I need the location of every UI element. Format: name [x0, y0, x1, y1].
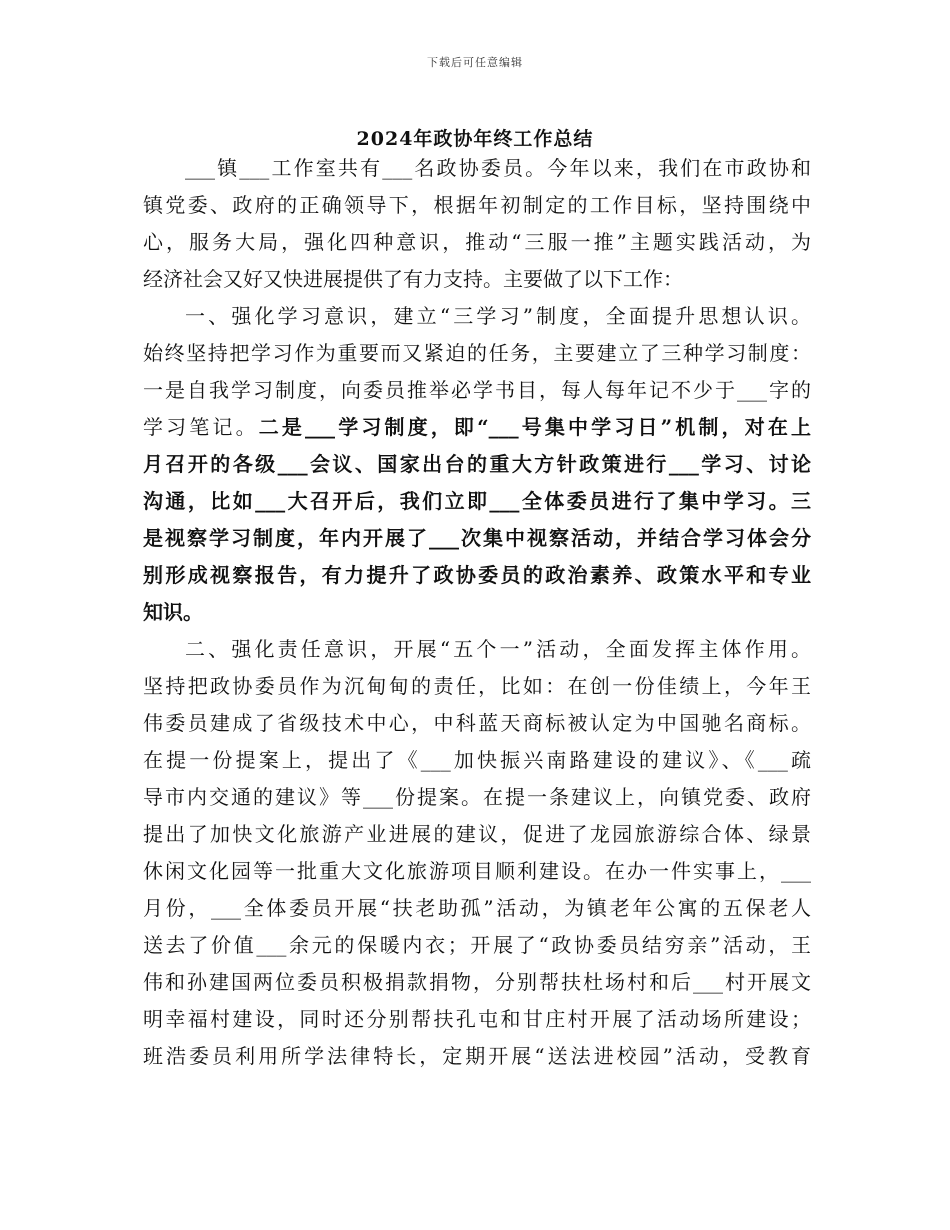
body-text-line: 送去了价值___余元的保暖内衣；开展了“政协委员结穷亲”活动，王 — [143, 933, 811, 957]
page-header-note: 下载后可任意编辑 — [427, 56, 523, 69]
body-text-line: 是视察学习制度，年内开展了___次集中视察活动，并结合学习体会分 — [143, 526, 811, 550]
body-text-line: 在提一份提案上，提出了《___加快振兴南路建设的建议》、《___疏 — [143, 748, 811, 772]
body-text-line: 月份，___全体委员开展“扶老助孤”活动，为镇老年公寓的五保老人 — [143, 896, 811, 920]
document-body — [143, 150, 811, 1075]
document-title: 2024年政协年终工作总结 — [356, 128, 594, 150]
body-text-line: 别形成视察报告，有力提升了政协委员的政治素养、政策水平和专业 — [143, 563, 811, 587]
body-text-line: 伟委员建成了省级技术中心，中科蓝天商标被认定为中国驰名商标。 — [143, 711, 811, 735]
body-text-line: ___镇___工作室共有___名政协委员。今年以来，我们在市政协和 — [185, 156, 811, 180]
body-text-line: 班浩委员利用所学法律特长，定期开展“送法进校园”活动，受教育 — [143, 1044, 811, 1068]
body-text-line: 导市内交通的建议》等___份提案。在提一条建议上，向镇党委、政府 — [143, 785, 811, 809]
body-text-line: 知识。 — [143, 600, 203, 624]
body-text-line: 学习笔记。二是___学习制度，即“___号集中学习日”机制，对在上 — [143, 415, 812, 439]
body-text-line: 一是自我学习制度，向委员推举必学书目，每人每年记不少于___字的 — [143, 378, 811, 402]
body-text-line: 提出了加快文化旅游产业进展的建议，促进了龙园旅游综合体、绿景 — [143, 822, 811, 846]
body-text-line: 伟和孙建国两位委员积极捐款捐物，分别帮扶杜场村和后___村开展文 — [143, 970, 811, 994]
body-text-line: 始终坚持把学习作为重要而又紧迫的任务，主要建立了三种学习制度： — [143, 341, 811, 365]
body-text-line: 心，服务大局，强化四种意识，推动“三服一推”主题实践活动，为 — [143, 230, 811, 254]
body-text-line: 二、强化责任意识，开展“五个一”活动，全面发挥主体作用。 — [185, 637, 811, 661]
body-text-line: 坚持把政协委员作为沉甸甸的责任，比如：在创一份佳绩上，今年王 — [143, 674, 811, 698]
body-text-line: 经济社会又好又快进展提供了有力支持。主要做了以下工作： — [143, 267, 683, 291]
body-text-line: 休闲文化园等一批重大文化旅游项目顺利建设。在办一件实事上，___ — [143, 859, 811, 883]
body-text-line: 明幸福村建设，同时还分别帮扶孔屯和甘庄村开展了活动场所建设； — [143, 1007, 811, 1031]
body-text-line: 月召开的各级___会议、国家出台的重大方针政策进行___学习、讨论 — [143, 452, 811, 476]
body-text-line: 沟通，比如___大召开后，我们立即___全体委员进行了集中学习。三 — [143, 489, 811, 513]
body-text-line: 一、强化学习意识，建立“三学习”制度，全面提升思想认识。 — [185, 304, 811, 328]
body-text-line: 镇党委、政府的正确领导下，根据年初制定的工作目标，坚持围绕中 — [143, 193, 811, 217]
